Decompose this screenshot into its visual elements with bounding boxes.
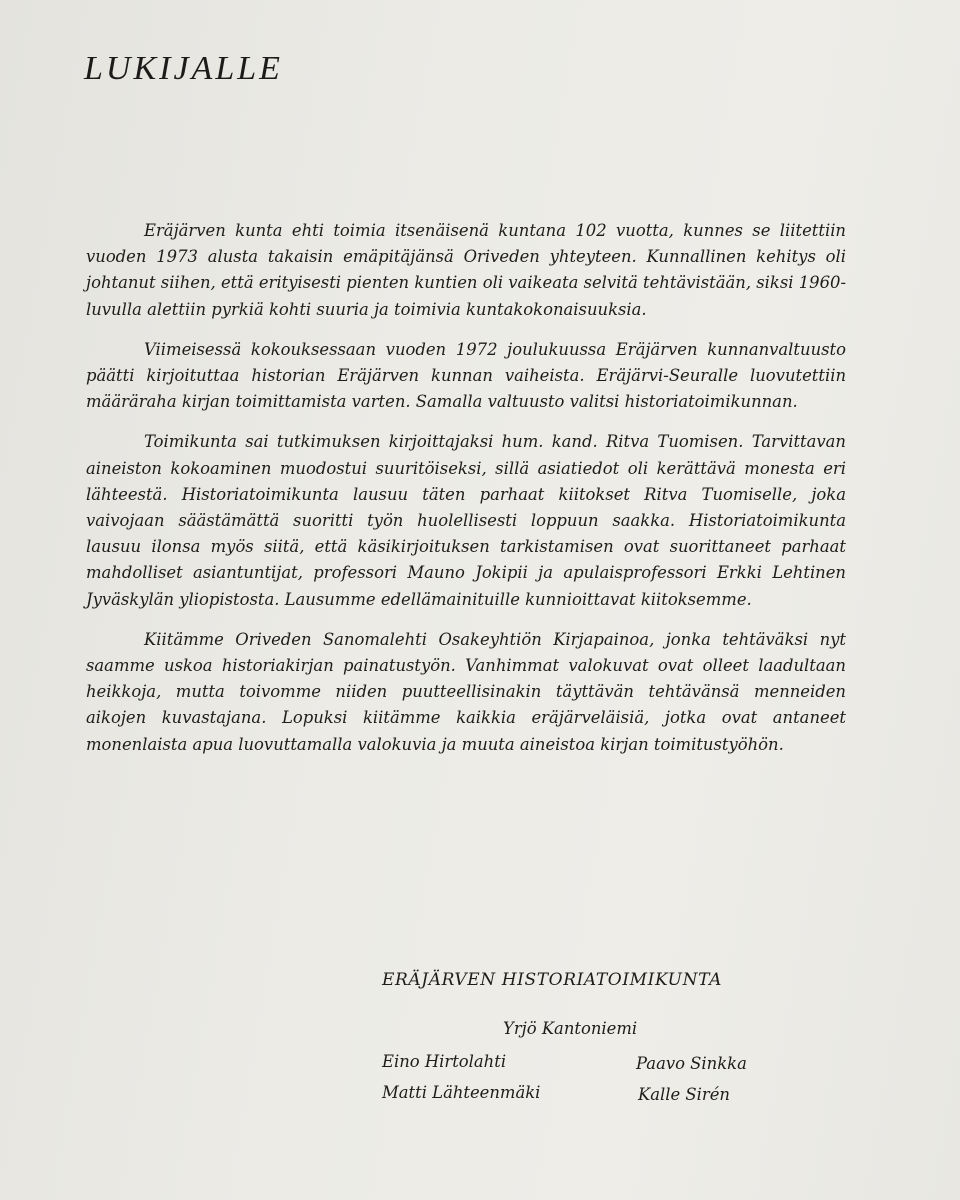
signature-member: Paavo Sinkka bbox=[636, 1054, 747, 1073]
paragraph-3: Toimikunta sai tutkimuksen kirjoittajaksi hum. kand. Ritva Tuomisen. Tarvittavan aineiston kokoaminen muodostui suuritöiseksi, sillä asiatiedot oli kerättävä monesta eri lähteestä. Historiatoimikunta lausuu täten parhaat kiitokset Ritva Tuomiselle, joka vaivojaan säästämättä suoritti työn huolellisesti loppuun saakka. Historiatoimikunta lausuu ilonsa myös siitä, että käsikirjoituksen tarkistamisen ovat suorittaneet parhaat mahdolliset asiantuntijat, professori Mauno Jokipii ja apulaisprofessori Erkki Lehtinen Jyväskylän yliopistosta. Lausumme edellämainituille kunnioittavat kiitoksemme. bbox=[86, 432, 846, 609]
paragraph-2: Viimeisessä kokouksessaan vuoden 1972 joulukuussa Eräjärven kunnanvaltuusto päätti kirjoituttaa historian Eräjärven kunnan vaiheista. Eräjärvi-Seuralle luovutettiin määräraha kirjan toimittamista varten. Samalla valtuusto valitsi historiatoimikunnan. bbox=[86, 339, 846, 412]
signature-chair: Yrjö Kantoniemi bbox=[503, 1019, 638, 1038]
paragraph-4: Kiitämme Oriveden Sanomalehti Osakeyhtiön Kirjapainoa, jonka tehtäväksi nyt saamme uskoa historiakirjan painatustyön. Vanhimmat valokuvat ovat olleet laadultaan heikkoja, mutta toivomme niiden puutteellisinakin täyttävän tehtävänsä menneiden aikojen kuvastajana. Lopuksi kiitämme kaikkia eräjärveläisiä, jotka ovat antaneet monenlaista apua luovuttamalla valokuvia ja muuta aineistoa kirjan toimitustyöhön. bbox=[86, 629, 846, 754]
signature-member: Matti Lähteenmäki bbox=[382, 1083, 541, 1102]
signature-member: Kalle Sirén bbox=[638, 1085, 730, 1104]
paragraph-1: Eräjärven kunta ehti toimia itsenäisenä kuntana 102 vuotta, kunnes se liitettiin vuoden 1973 alusta takaisin emäpitäjänsä Oriveden yhteyteen. Kunnallinen kehitys oli johtanut siihen, että erityisesti pienten kuntien oli vaikeata selvitä tehtävistään, siksi 1960-luvulla alettiin pyrkiä kohti suuria ja toimivia kuntakokonaisuuksia. bbox=[86, 221, 846, 319]
signature-member: Eino Hirtolahti bbox=[382, 1052, 507, 1071]
body-text bbox=[86, 218, 846, 772]
page-title: LUKIJALLE bbox=[84, 50, 283, 87]
signature-organization: ERÄJÄRVEN HISTORIATOIMIKUNTA bbox=[382, 970, 722, 990]
